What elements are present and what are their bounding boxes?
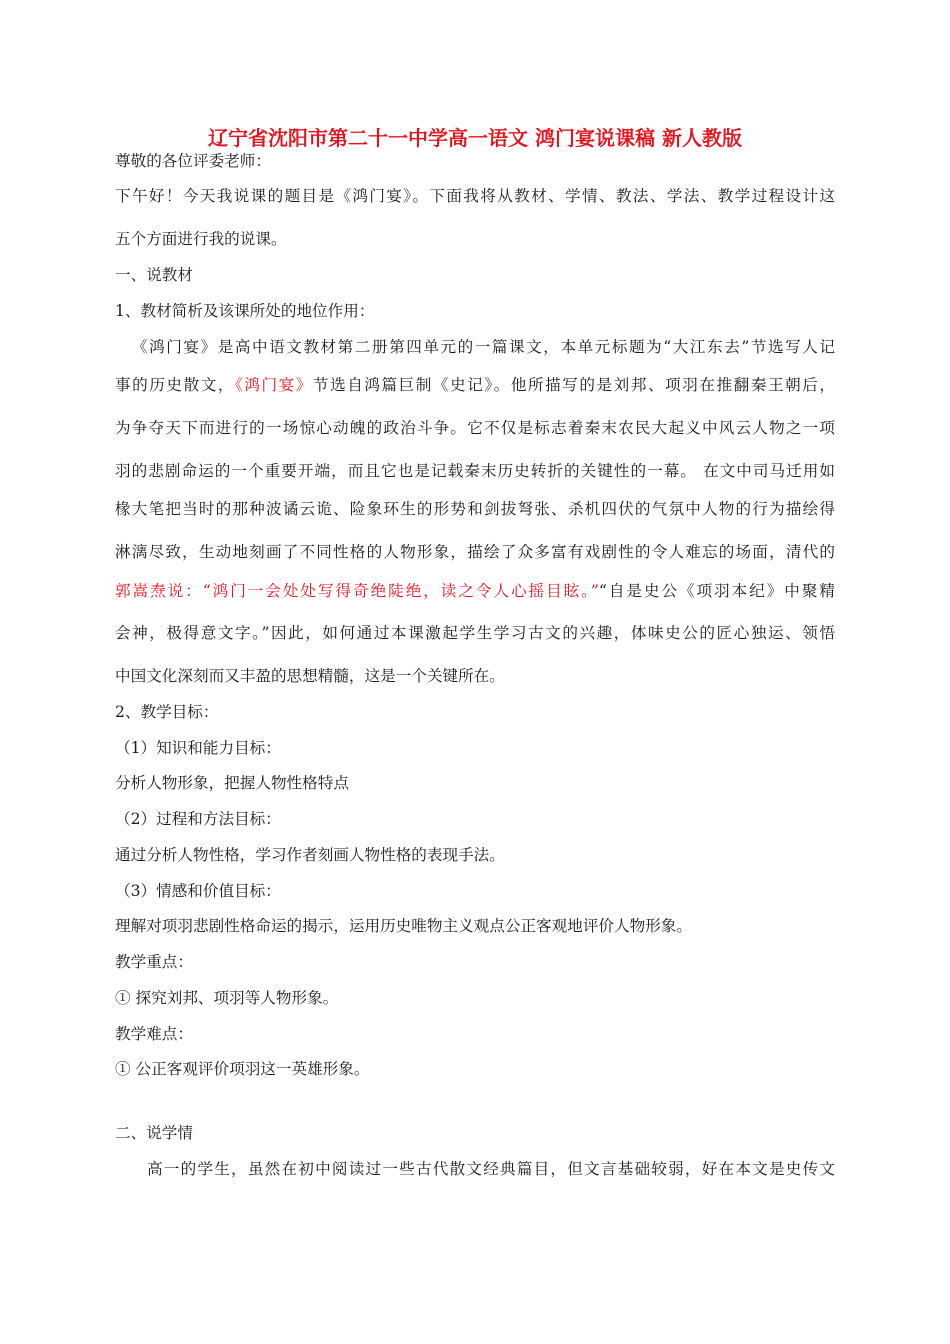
p1-l2-text-a: 事的历史散文， (115, 376, 235, 394)
paragraph-1-line-7 (115, 584, 835, 600)
section-2-paragraph-line-1: 高一的学生，虽然在初中阅读过一些古代散文经典篇目，但文言基础较弱，好在本文是史传文 (147, 1160, 835, 1178)
p1-l2-text-c: 节选自鸿篇巨制《史记》。他所描写的是刘邦、项羽在推翻秦王朝后， (312, 376, 835, 394)
p1-l7-quote: 郭嵩焘说：“鸿门一会处处写得奇绝陡绝，读之令人心摇目眩。” (115, 582, 599, 600)
p1-l7-text: “自是史公《项羽本纪》中聚精 (598, 582, 835, 600)
section-1-heading: 一、说教材 (115, 266, 193, 284)
paragraph-1-line-2 (115, 378, 835, 394)
goal-2-label: （2）过程和方法目标： (115, 810, 281, 828)
paragraph-1-line-3: 为争夺天下而进行的一场惊心动魄的政治斗争。它不仅是标志着秦末农民大起义中风云人物之一项 (115, 419, 835, 437)
goal-3-text: 理解对项羽悲剧性格命运的揭示，运用历史唯物主义观点公正客观地评价人物形象。 (115, 917, 692, 935)
intro-line-2: 五个方面进行我的说课。 (115, 230, 287, 248)
paragraph-1-line-6: 淋漓尽致，生动地刻画了不同性格的人物形象，描绘了众多富有戏剧性的令人难忘的场面，清代的 (115, 543, 835, 561)
intro-line-1: 下午好！今天我说课的题目是《鸿门宴》。下面我将从教材、学情、教法、学法、教学过程设计这 (115, 187, 835, 205)
goal-3-label: （3）情感和价值目标： (115, 882, 281, 900)
key-point-label: 教学重点： (115, 953, 193, 971)
goal-1-label: （1）知识和能力目标： (115, 739, 281, 757)
paragraph-1-line-9: 中国文化深刻而又丰盈的思想精髓，这是一个关键所在。 (115, 667, 505, 685)
difficulty-text: ① 公正客观评价项羽这一英雄形象。 (115, 1060, 370, 1078)
difficulty-label: 教学难点： (115, 1025, 193, 1043)
section-1-subheading-2: 2、教学目标： (115, 703, 219, 721)
section-1-subheading-1: 1、教材简析及该课所处的地位作用： (115, 302, 375, 320)
paragraph-1-line-4: 羽的悲剧命运的一个重要开端，而且它也是记载秦末历史转折的关键性的一幕。 在文中司马迁用如 (115, 462, 835, 480)
section-2-heading: 二、说学情 (115, 1124, 193, 1142)
goal-1-text: 分析人物形象，把握人物性格特点 (115, 774, 349, 792)
key-point-text: ① 探究刘邦、项羽等人物形象。 (115, 989, 339, 1007)
paragraph-1-line-1: 《鸿门宴》是高中语文教材第二册第四单元的一篇课文，本单元标题为“大江东去”节选写人记 (132, 338, 835, 356)
goal-2-text: 通过分析人物性格，学习作者刻画人物性格的表现手法。 (115, 846, 505, 864)
document-title: 辽宁省沈阳市第二十一中学高一语文 鸿门宴说课稿 新人教版 (208, 126, 742, 150)
paragraph-1-line-8: 会神，极得意文字。”因此，如何通过本课激起学生学习古文的兴趣，体味史公的匠心独运、领悟 (115, 624, 835, 642)
greeting: 尊敬的各位评委老师： (115, 152, 271, 170)
p1-l2-highlight: 《鸿门宴》 (235, 376, 313, 394)
paragraph-1-line-5: 椽大笔把当时的那种波谲云诡、险象环生的形势和剑拔弩张、杀机四伏的气氛中人物的行为描绘得 (115, 500, 835, 518)
